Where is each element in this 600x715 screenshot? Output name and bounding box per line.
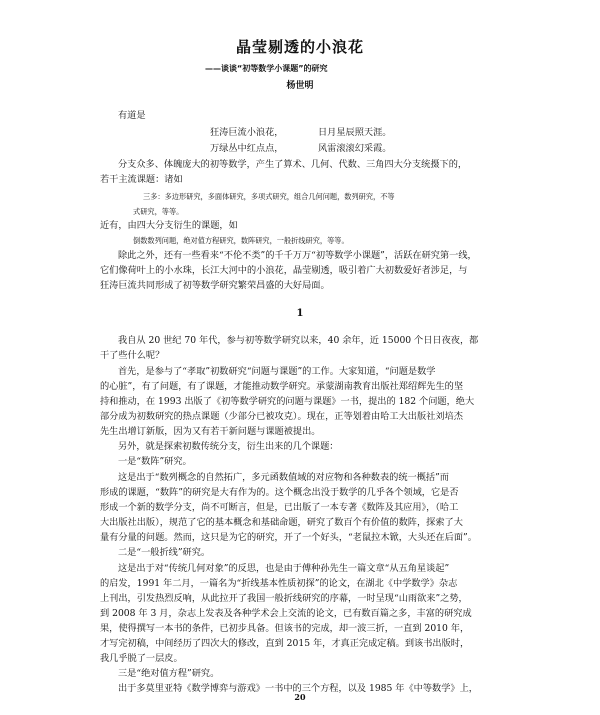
body-line: 二是“一般折线”研究。 (118, 547, 211, 558)
body-line: 量有分量的问题。然而，这只是为它的研究，开了一个好头，“老鼠拉木锨，大头还在后面”。 (100, 532, 477, 543)
section-number: 1 (296, 308, 304, 319)
paragraph-line: 除此之外，还有一些看来“不伦不类”的千千万万“初等数学小课题”，活跃在研究第一线， (118, 250, 477, 261)
body-line: 这是出于对“传统几何对象”的反思，也是由于傅种孙先生一篇文章“从五角星谈起” (118, 563, 450, 574)
body-line: 上刊出，引发热烈反响，从此拉开了我国一般折线研究的序幕，一时呈现“山雨欲来”之势， (100, 593, 468, 604)
body-line: 先生出增订新版，因为又有若干新问题与课题被提出。 (100, 426, 321, 437)
poem-line: 狂涛巨流小浪花， (210, 127, 284, 138)
paragraph-line: 狂涛巨流共同形成了初等数学研究繁荣昌盛的大好局面。 (100, 280, 330, 291)
body-line: 我自从 20 世纪 70 年代，参与初等数学研究以来，40 余年，近 15000 个日日夜夜，都 (118, 335, 479, 346)
article-author: 杨世明 (286, 81, 314, 91)
body-line: 另外，就是探索初数传统分支，衍生出来的几个课题： (118, 441, 339, 452)
poem-line: 万绿丛中红点点， (210, 143, 284, 154)
body-line: 形成的课题，“数阵”的研究是大有作为的。这个概念出没于数学的几乎各个领域，它是否 (100, 487, 459, 498)
body-line: 出于多莫里亚特《数学博弈与游戏》一书中的三个方程，以及 1985 年《中等数学》上， (118, 683, 478, 694)
body-line: 干了些什么呢？ (100, 350, 165, 361)
body-line: 持和推动，在 1993 出版了《初等数学研究的问题与课题》一书，提出的 182 个问题，绝大 (100, 396, 475, 407)
body-line: 果，使得撰写一本书的条件，已初步具备。但该书的完成，却一波三折，一直到 2010 年， (100, 623, 470, 634)
paragraph-line: 分支众多、体魄庞大的初等数学，产生了算术、几何、代数、三角四大分支统摄下的， (118, 159, 468, 170)
body-line: 形成一个新的数学分支，尚不可断言，但是，已出版了一本专著《数阵及其应用》，（哈工 (100, 502, 459, 513)
body-line: 一是“数阵”研究。 (118, 456, 192, 467)
body-line: 的心脏”，有了问题，有了课题，才能推动数学研究。承蒙湖南教育出版社郑绍辉先生的坚 (100, 381, 464, 392)
body-line: 三是“绝对值方程”研究。 (118, 668, 220, 679)
poem-line: 日月星辰照天涯。 (318, 127, 392, 138)
article-subtitle: ——谈谈“初等数学小课题”的研究 (205, 64, 328, 73)
list-line: 式研究，等等。 (133, 207, 184, 216)
intro-line: 有道是 (118, 110, 146, 121)
body-line: 这是出于“数列概念的自然拓广，多元函数值域的对应物和各种数表的统一概括”而 (118, 472, 449, 483)
list-line: 三多：多边形研究，多面体研究，多项式研究，组合几何问题，数列研究，不等 (143, 192, 395, 201)
body-line: 才写完初稿，中间经历了四次大的修改，直到 2015 年，才真正完成定稿。到该书出版时， (100, 638, 470, 649)
body-line: 大出版社出版），规范了它的基本概念和基础命题，研究了数百个有价值的数阵，探索了大 (100, 517, 463, 528)
paragraph-line: 若干主流课题：诸如 (100, 174, 183, 185)
body-line: 我几乎脱了一层皮。 (100, 653, 183, 664)
poem-line: 风雷滚滚幻采霞。 (318, 143, 392, 154)
body-line: 首先，是参与了“孝取”初数研究“问题与课题”的工作。大家知道，“问题是数学 (118, 366, 436, 377)
body-line: 部分成为初数研究的热点课题（少部分已被攻克）。现在，正等划着由哈工大出版社刘培杰 (100, 411, 463, 422)
page-number: 20 (294, 692, 306, 702)
paragraph-line: 它们像荷叶上的小水珠，长江大河中的小浪花，晶莹剔透，吸引着广大初数爱好者涉足，与 (100, 265, 468, 276)
list-line: 倒数数列问题，绝对值方程研究，数阵研究，一般折线研究，等等。 (133, 236, 349, 245)
body-line: 到 2008 年 3 月，杂志上发表及各种学术会上交流的论文，已有数百篇之多，丰富的研究成 (100, 608, 472, 619)
paragraph-line: 近有，由四大分支衍生的课题，如 (100, 220, 238, 231)
article-title: 晶莹剔透的小浪花 (235, 38, 364, 56)
body-line: 的启发，1991 年二月，一篇名为“折线基本性质初探”的论文，在湖北《中学数学》杂志 (100, 578, 458, 589)
